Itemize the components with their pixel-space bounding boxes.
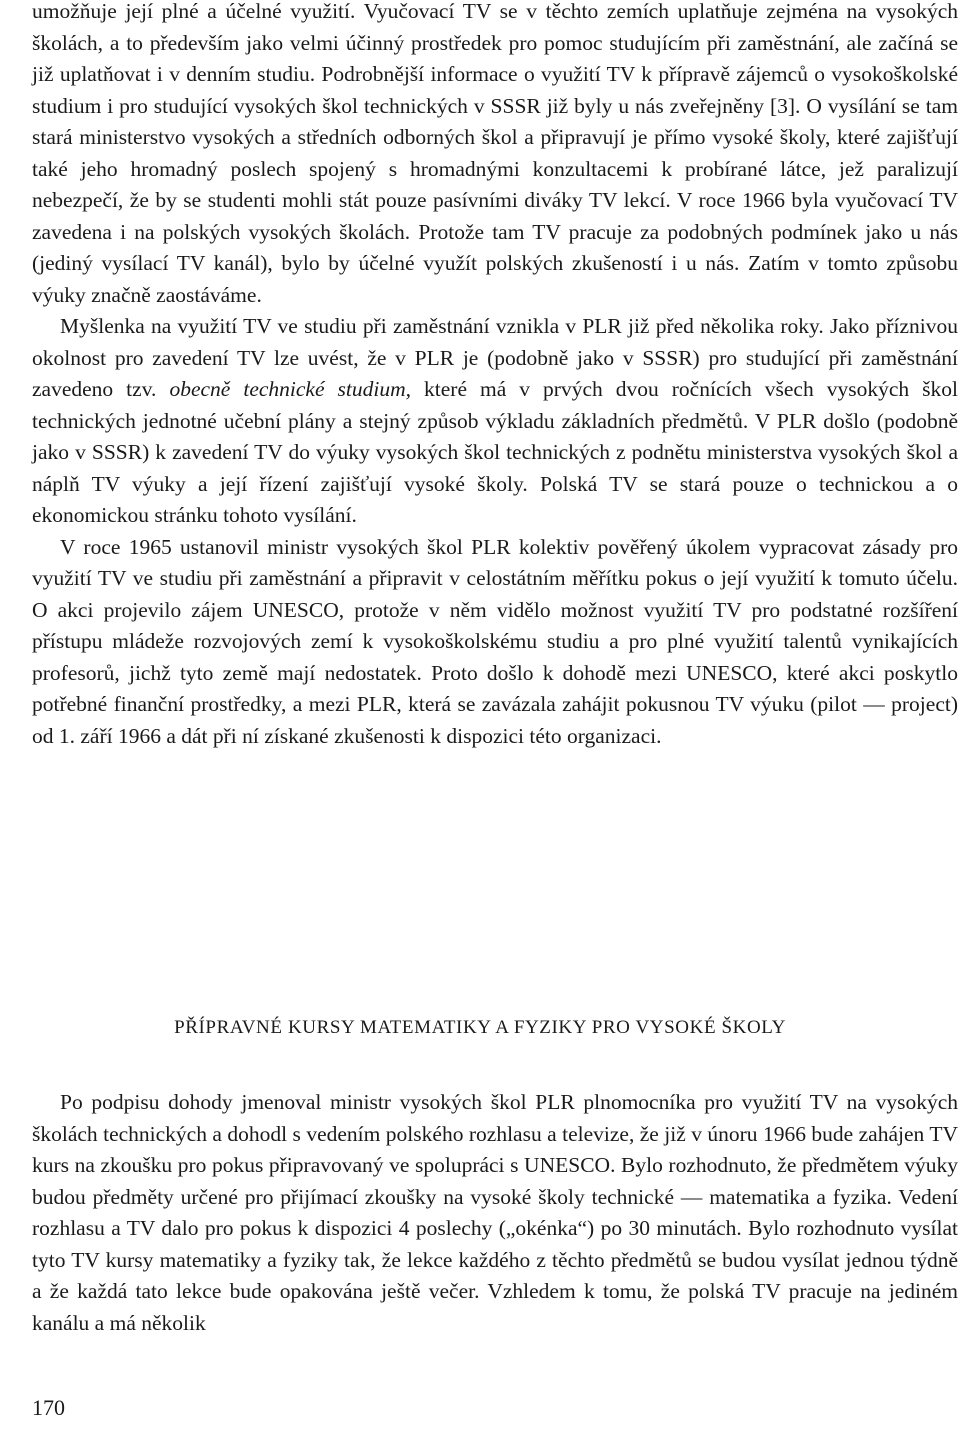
paragraph xyxy=(32,0,958,311)
text-segment: V roce 1965 ustanovil ministr vysokých škol PLR kolektiv pověřený úkolem vypracovat zásady pro využití TV ve studiu při zaměstnání a připravit v celostátním měřítku pokus o její využití k tomuto účelu. O akci projevilo zájem UNESCO, protože v něm vidělo možnost využití TV pro podstatné rozšíření přístupu mládeže rozvojových zemí k vysokoškolskému studiu a pro plné využití talentů vynikajících profesorů, jichž tyto země mají nedostatek. Proto došlo k dohodě mezi UNESCO, které akci poskytlo potřebné finanční prostředky, a mezi PLR, která se zavázala zahájit pokusnou TV výuku (pilot — project) od 1. září 1966 a dát při ní získané zkušenosti k dispozici této organizaci. xyxy=(32,534,958,748)
page-number: 170 xyxy=(32,1395,65,1420)
text-segment: Myšlenka na využití TV ve studiu při zaměstnání vznikla v PLR již před několika roky. Jako příznivou okolnost pro zavedení TV lze uvést, že v PLR je (podobně jako v SSSR) pro studující při zaměstnání zavedeno tzv. xyxy=(32,314,958,401)
paragraph xyxy=(32,532,958,753)
text-segment: Po podpisu dohody jmenoval ministr vysokých škol PLR plnomocníka pro využití TV na vysokých školách technických a dohodl s vedením polského rozhlasu a televize, že již v únoru 1966 bude zahájen TV kurs na zkoušku pro pokus připravovaný ve spolupráci s UNESCO. Bylo rozhodnuto, že předmětem výuky budou předměty určené pro přijímací zkoušky na vysoké školy technické — matematika a fyzika. Vedení rozhlasu a TV dalo pro pokus k dispozici 4 poslechy („okénka“) po 30 minutách. Bylo rozhodnuto vysílat tyto TV kursy matematiky a fyziky tak, že lekce každého z těchto předmětů se budou vysílat jednou týdně a že každá tato lekce bude opakována ještě večer. Vzhledem k tomu, že polská TV pracuje na jediném kanálu a má několik xyxy=(32,1090,958,1335)
text-segment: umožňuje její plné a účelné využití. Vyučovací TV se v těchto zemích uplatňuje zejména na vysokých školách, a to především jako velmi účinný prostředek pro pomoc studujícím při zaměstnání, ale začíná se již uplatňovat i v denním studiu. Podrobnější informace o využití TV k přípravě zájemců o vysokoškolské studium i pro studující vysokých škol technických v SSSR již byly u nás zveřejněny [3]. O vysílání se tam stará ministerstvo vysokých a středních odborných škol a připravují je přímo vysoké školy, které zajišťují také jeho hromadný poslech spojený s hromadnými konzultacemi k probírané látce, jež paralizují nebezpečí, že by se studenti mohli stát pouze pasívními diváky TV lekcí. V roce 1966 byla vyučovací TV zavedena i na polských vysokých školách. Protože tam TV pracuje za podobných podmínek jako u nás (jediný vysílací TV kanál), bylo by účelné využít polských zkušeností i u nás. Zatím v tomto způsobu výuky značně zaostáváme. xyxy=(32,0,958,307)
paragraph xyxy=(32,1087,958,1339)
text-segment: které má v prvých dvou ročnících všech vysokých škol technických jednotné učební plány a stejný způsob výkladu základních předmětů. V PLR došlo (podobně jako v SSSR) k zavedení TV do výuky vysokých škol technických z podnětu ministerstva vysokých škol a náplň TV výuky a její řízení zajišťují vysoké školy. Polská TV se stará pouze o technickou a o ekonomickou stránku tohoto vysílání. xyxy=(32,377,959,527)
paragraph xyxy=(32,311,958,532)
body-text-lower xyxy=(32,1087,958,1339)
italic-text-segment: obecně technické studium, xyxy=(169,377,411,401)
body-text-upper xyxy=(32,0,958,752)
section-heading: PŘÍPRAVNÉ KURSY MATEMATIKY A FYZIKY PRO VYSOKÉ ŠKOLY xyxy=(174,1017,786,1038)
